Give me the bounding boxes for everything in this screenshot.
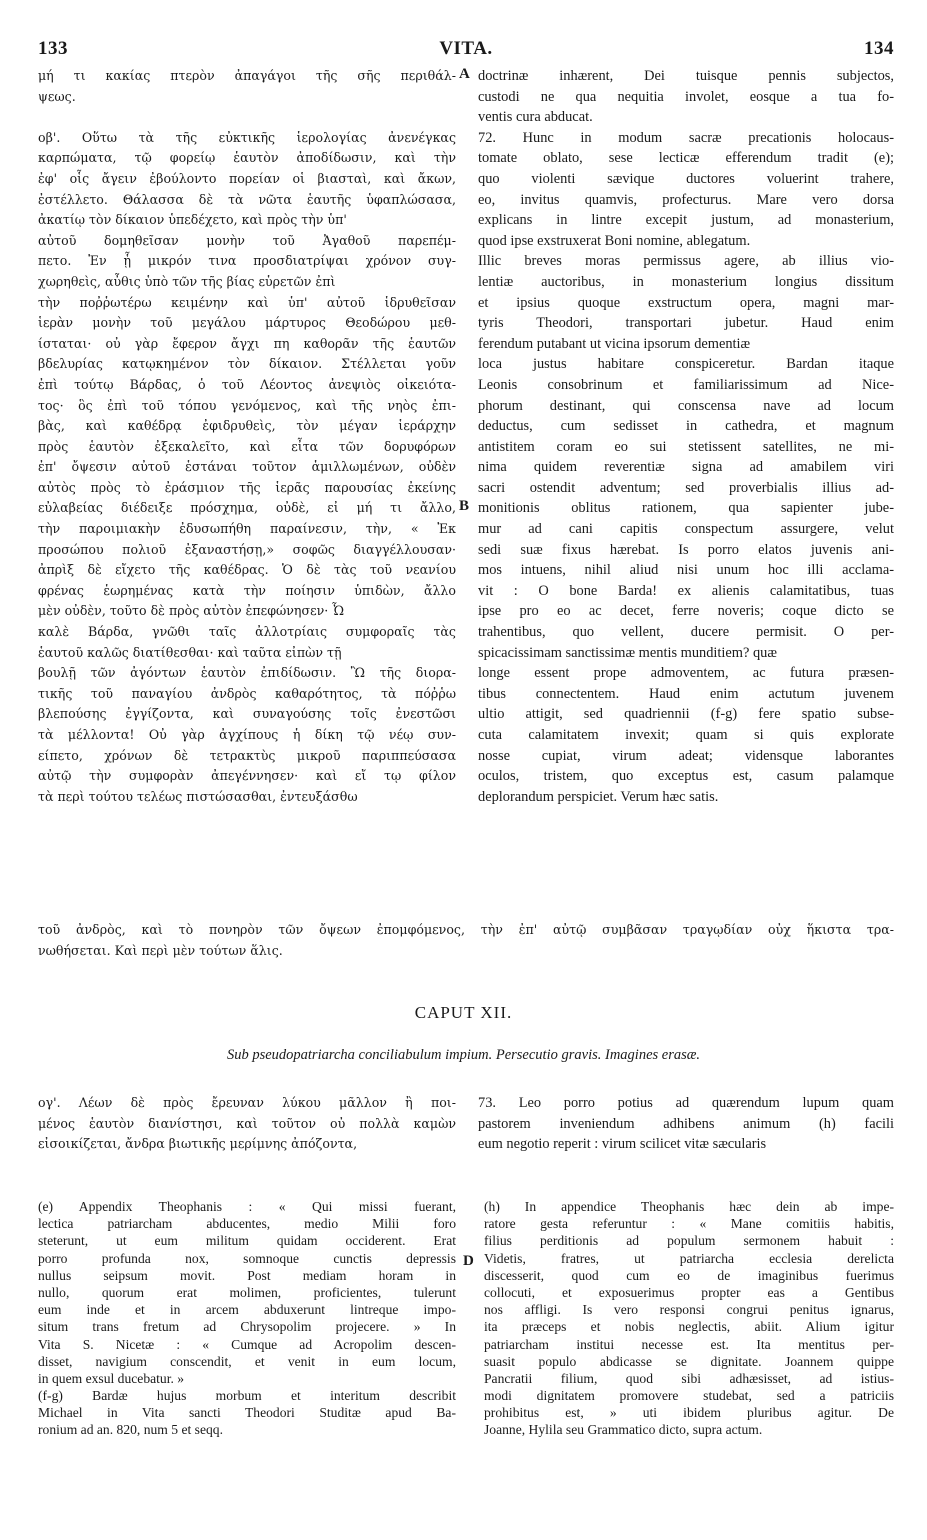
top-greek-line: οβ'. Οὕτω τὰ τῆς εὐκτικῆς ἱερολογίας ἀνενέγκας <box>38 129 456 145</box>
notes-right-line: patriarcham institui necesse est. Ita mentitus per- <box>484 1336 894 1352</box>
top-greek-line: τος· ὃς ἐπὶ τοῦ τόπου γενόμενος, καὶ τῆς νηὸς ἐπι- <box>38 397 456 413</box>
notes-right-line: Pancratii filium, quod sibi adhæsisset, ad istius- <box>484 1370 894 1386</box>
top-latin-line: Leonis consobrinum et familiarissimum ad Nice- <box>478 376 894 393</box>
top-greek-line: πρὸς ἑαυτὸν ἐξεκαλεῖτο, καὶ εἶτα τῶν δορυφόρων <box>38 438 456 454</box>
top-latin-line: sedi suæ fixus hærebat. Is porro elatos juvenis ani- <box>478 541 894 558</box>
ch-latin-line: 73. Leo porro potius ad quærendum lupum quam <box>478 1095 894 1111</box>
top-greek-line: τὰ μέλλοντα! Οὐ γὰρ ἀγχίπους ἡ δίκη τῷ νέῳ συν- <box>38 727 456 742</box>
notes-left-line: ronium ad an. 820, num 5 et seqq. <box>38 1422 223 1438</box>
top-latin-line: ultio attigit, sed quadriennii (f-g) fere spatio subse- <box>478 706 894 723</box>
top-greek-line: βδελυρίας κατῳκημένον τὸν δίκαιον. Στέλλεται γοῦν <box>38 356 456 372</box>
top-greek-line: ψεως. <box>38 88 76 104</box>
top-latin-line: sacri ostendit adventum; sed proverbialis illius ad- <box>478 479 894 496</box>
top-latin-line: phorum destinant, qui conscensa nave ad locum <box>478 397 894 414</box>
top-greek-line: αὐτὸς πρὸς τὸ ἐράσμιον τῆς ἱερᾶς παρουσίας ἐκείνης <box>38 479 456 495</box>
top-latin-line: longe essent prope admoventem, ac futura præsen- <box>478 665 894 682</box>
footnotes-right <box>484 1198 894 1439</box>
latin-column-chapter <box>478 1093 894 1155</box>
top-latin-line: loca justus habitare conspiceretur. Bardan itaque <box>478 356 894 373</box>
footnotes-left <box>38 1198 456 1439</box>
running-title: VITA. <box>439 38 493 59</box>
top-latin-line: tomate oblato, sese lecticæ efferendum tradit (e); <box>478 150 894 167</box>
greek-column-chapter <box>38 1093 456 1155</box>
greek-spanning-line: τοῦ ἀνδρὸς, καὶ τὸ πονηρὸν τῶν ὄψεων ἐπομφόμενος, τὴν ἐπ' αὐτῷ συμβᾶσαν τραγῳδίαν οὐχ ἥκιστα τρα- <box>38 922 894 937</box>
notes-right-line: nos affligi. Is vero responsi congrui penitus ignarus, <box>484 1302 894 1318</box>
top-greek-line: ἐπὶ τούτῳ Βάρδας, ὁ τοῦ Λέοντος ἀνεψιὸς οἰκειότα- <box>38 376 456 392</box>
margin-marker-b: B <box>459 498 470 514</box>
top-greek-line: ἱερὰν μονὴν τοῦ μεγάλου μάρτυρος Θεοδώρου μεθ- <box>38 315 456 331</box>
top-latin-line: ventis cura abducat. <box>478 109 593 126</box>
top-greek-line: βουλῇ τῶν ἀγόντων ἑαυτὸν ἐπιδίδωσιν. Ὢ τῆς διορα- <box>38 665 456 681</box>
running-header <box>38 38 894 66</box>
top-greek-line: βὰς, καὶ καθέδρᾳ ἐφιδρυθεὶς, τὸν μέγαν ἱεράρχην <box>38 418 456 434</box>
top-greek-line: τὰ περὶ τούτου τελέως πιστώσασθαι, ἐντευξάσθω <box>38 788 358 804</box>
top-latin-line: lentiæ auctoribus, in monasterium longius dissitum <box>478 273 894 290</box>
notes-left-line: in quem exsul ducebatur. » <box>38 1370 185 1386</box>
top-latin-line: trahentibus, quo vellent, ducere permisit. O per- <box>478 624 894 641</box>
top-greek-line: ίσταται· οὐ γὰρ ἔφερον ἄγχι πη καθορᾶν τῆς ἑαυτῶν <box>38 335 456 351</box>
latin-column-top <box>478 66 894 807</box>
top-greek-line: φρένας ἑωρημένας κατὰ τὴν ποίησιν ὑπιδὼν, ἄλλο <box>38 582 456 598</box>
greek-column-top <box>38 66 456 807</box>
ch-latin-line: eum negotio reperit : virum scilicet vitæ sæcularis <box>478 1136 767 1153</box>
top-latin-line: cuta calamitatem invexit; quam si quis explorate <box>478 727 894 743</box>
chapter-subtitle: Sub pseudopatriarcha conciliabulum impium. Persecutio gravis. Imagines erasæ. <box>226 1047 701 1063</box>
top-greek-line: τικῆς τοῦ παναγίου ἀνδρὸς καθαρότητος, τὰ πόῤῥω <box>38 685 456 701</box>
notes-left-line: eum inde et in arcem abduxerunt lintreque impo- <box>38 1302 456 1318</box>
top-greek-line: αὐτοῦ δομηθεῖσαν μονὴν τοῦ Ἀγαθοῦ παρεπέμ- <box>38 232 456 248</box>
notes-right-line: suasit populo abdicasse se dignitate. Joannem quippe <box>484 1353 894 1369</box>
notes-right-line: ratore gesta referuntur : « Mane comitiis habitis, <box>484 1216 894 1232</box>
notes-left-line: Vita S. Nicetæ : « Cumque ad Acropolim descen- <box>38 1336 456 1352</box>
top-latin-line: Illic breves moras permissus agere, ab illius vio- <box>478 253 894 270</box>
notes-left-line: Michael in Vita sancti Theodori Studitæ apud Ba- <box>38 1405 456 1421</box>
top-greek-line: τὴν ποῤῥωτέρω κειμένην καὶ ὑπ' αὐτοῦ ἱδρυθεῖσαν <box>38 294 456 310</box>
top-greek-line: μὲν οὐδὲν, τοῦτο δὲ πρὸς αὐτὸν ἐπεφώνησεν· Ὦ <box>38 603 345 619</box>
top-latin-line: oculos, tristem, quo exceptus est, casum palamque <box>478 768 894 785</box>
top-latin-line: monitionis oblitus rationem, qua sapienter jube- <box>478 500 894 517</box>
top-greek-line: προσώπου πολιοῦ ἐξαναστήσῃ,» σοφῶς διαγγέλλουσαν· <box>38 541 456 557</box>
top-greek-line: πετο. Ἐν ᾗ μικρόν τινα προσδιατρίψαι χρόνον συγ- <box>38 253 456 269</box>
top-greek-line: βλεπούσης ἐγγίζοντα, καὶ συναγούσης τοῖς ἐνεστῶσι <box>38 706 456 722</box>
top-latin-line: mur ad cani capitis conspectum assurgere, velut <box>478 521 894 538</box>
top-latin-line: quo violenti sævique ductores voluerint trahere, <box>478 170 894 187</box>
notes-left-line: disset, navigium conscendit, et venit in eum locum, <box>38 1353 456 1369</box>
top-greek-line: ἀπρὶξ δὲ εἴχετο τῆς καθέδρας. Ὁ δὲ τὰς τοῦ νεανίου <box>38 562 456 578</box>
ch-greek-line: ογ'. Λέων δὲ πρὸς ἔρευναν λύκου μᾶλλον ἢ ποι- <box>38 1095 456 1110</box>
notes-right-line: (h) In appendice Theophanis hæc dein ab impe- <box>484 1199 894 1214</box>
top-latin-line: explicans in lintre excepit justum, ad monasterium, <box>478 212 894 229</box>
top-latin-line: doctrinæ inhærent, Dei tuisque pennis subjectos, <box>478 68 894 84</box>
top-greek-line: καρπώματα, τῷ φορείῳ ἑαυτὸν ἀποδίδωσιν, καὶ τὴν <box>38 150 456 166</box>
top-latin-line: eo, invitus quamvis, profecturus. Mare vero dorsa <box>478 191 894 208</box>
top-latin-line: quod ipse exstruxerat Boni nomine, ablegatum. <box>478 232 751 249</box>
greek-spanning-line-end: νωθήσεται. Καὶ περὶ μὲν τούτων ἅλις. <box>38 942 283 958</box>
top-latin-line: tyris Theodori, transportari jubetur. Haud enim <box>478 315 894 332</box>
top-latin-line: vit : O bone Barda! ex alienis calamitatibus, tuas <box>478 582 894 599</box>
top-latin-line: nosse cupiat, virum adeat; vidensque laborantes <box>478 747 894 764</box>
notes-right-line: ita præceps et nobis neglectis, abiit. Alium igitur <box>484 1319 894 1335</box>
page-number-left: 133 <box>38 38 68 59</box>
page-number-right: 134 <box>864 38 894 59</box>
top-latin-line: deductus, cum sedisset in cathedra, et magnum <box>478 418 894 435</box>
top-greek-line: καλὲ Βάρδα, γνῶθι ταῖς ἀλλοτρίαις συμφοραῖς τὰς <box>38 624 456 640</box>
notes-right-line: modi dignitatem promovere studebat, sed a patriciis <box>484 1388 894 1404</box>
notes-left-line: nullus seipsum movit. Post mediam horam in <box>38 1267 456 1283</box>
top-latin-line: custodi ne qua nequitia involet, eosque a tua fo- <box>478 88 894 105</box>
notes-left-line: (f-g) Bardæ hujus morbum et interitum describit <box>38 1388 456 1404</box>
top-greek-line: ἀκατίῳ τὸν δίκαιον ὑπεδέχετο, καὶ πρὸς τὴν ὑπ' <box>38 212 347 228</box>
notes-left-line: (e) Appendix Theophanis : « Qui missi fuerant, <box>38 1199 456 1214</box>
top-latin-line: antistitem coram eo sui stetissent satellites, ne mi- <box>478 438 894 455</box>
notes-right-line: discesserit, quod cum eo de imaginibus fuerimus <box>484 1267 894 1283</box>
notes-right-line: filius perditionis ad populum sermonem habuit : <box>484 1233 894 1249</box>
top-greek-line: ἑαυτοῦ καλῶς διατίθεσθαι· καὶ ταῦτα εἰπὼν τῇ <box>38 644 342 660</box>
top-latin-line: nima quidem reverentiæ signa ad amabilem viri <box>478 459 894 476</box>
top-greek-line: είπετο, χρόνων δὲ τετρακτὺς μικροῦ παριππεύσασα <box>38 747 456 763</box>
notes-right-line: collocuti, et exposuerimus propter eas a Gentibus <box>484 1284 894 1300</box>
margin-marker-d: D <box>463 1253 474 1269</box>
top-latin-line: spicacissimam sanctissimæ mentis munditiem? quæ <box>478 644 777 661</box>
top-greek-line: χωρηθεὶς, αὖθις ὑπὸ τῶν τῆς βίας εὑρετῶν ἐπὶ <box>38 273 336 289</box>
top-latin-line: ipse pro eo ac decet, ferre noveris; coque dicto se <box>478 603 894 620</box>
top-greek-line: ἐπ' ὄψεσιν αὐτοῦ ἑστάναι τοῦτον ἁμιλλωμένων, οὐδὲν <box>38 459 456 475</box>
top-greek-line: τὴν παροιμιακὴν ἐδυσωπήθη παραίνεσιν, τὴν, « Ἐκ <box>38 521 456 537</box>
top-greek-line: αὐτῷ τὴν συμφορὰν ἀπεγέννησεν· καὶ εἴ τῳ φίλον <box>38 768 456 784</box>
ch-greek-line: εἰσοικίζεται, ἄνδρα βιωτικῆς μερίμνης ἀπόζοντα, <box>38 1136 358 1152</box>
notes-left-line: steterunt, ut eum militum quidam occiderent. Erat <box>38 1233 456 1249</box>
chapter-title: CAPUT XII. <box>414 1003 513 1022</box>
top-latin-line: et ipsius quoque exstructum opera, magni mar- <box>478 294 894 311</box>
top-latin-line: mos intuens, nihil aliud nisi unum hoc illi acclama- <box>478 562 894 579</box>
notes-right-line: Videtis, fratres, ut patriarcha ecclesia derelicta <box>484 1250 894 1266</box>
top-latin-line: deplorandum perspiciet. Verum hæc satis. <box>478 788 719 805</box>
top-greek-line <box>38 107 456 128</box>
top-latin-line: 72. Hunc in modum sacræ precationis holocaus- <box>478 129 894 146</box>
notes-right-line: prohibitus est, » uti ibidem pluribus agitur. De <box>484 1405 894 1421</box>
ch-latin-line: pastorem inveniendum adhibens animum (h) facili <box>478 1115 894 1132</box>
notes-right-line: Joanne, Hylila seu Grammatico dicto, supra actum. <box>484 1422 763 1438</box>
top-greek-line: εὐλαβείας διέδειξε πρόσχημα, οὐδὲ, εἰ μή τι ἄλλο, <box>38 500 456 516</box>
notes-left-line: situm trans fretum ad Chrysopolim projecere. » In <box>38 1319 456 1335</box>
greek-spanning-text <box>38 920 894 961</box>
notes-left-line: lectica patriarcham abducentes, medio Milii foro <box>38 1216 456 1232</box>
top-latin-line: tibus connectentem. Haud enim actutum juvenem <box>478 685 894 702</box>
top-greek-line: ἐστέλλετο. Θάλασσα δὲ τὰ νῶτα ἑαυτῆς ὑφαπλώσασα, <box>38 191 456 207</box>
notes-left-line: nullo, quorum erat molimen, proficientes, tulerunt <box>38 1284 456 1300</box>
notes-left-line: porro profunda nox, somnoque cunctis depressis <box>38 1250 456 1266</box>
margin-marker-a: A <box>459 66 470 82</box>
top-greek-line: μή τι κακίας πτερὸν ἀπαγάγοι τῆς σῆς περιθάλ- <box>38 68 456 83</box>
top-latin-line: ferendum putabant ut vicina ipsorum dementiæ <box>478 335 751 352</box>
top-greek-line: ἐφ' οἷς ἄγειν ἐβούλοντο πορείαν οἱ βιασταὶ, καὶ ἄκων, <box>38 170 456 186</box>
ch-greek-line: μένος ἑαυτὸν διανίστησι, καὶ τοῦτον οὐ πολλὰ καμὼν <box>38 1115 456 1131</box>
